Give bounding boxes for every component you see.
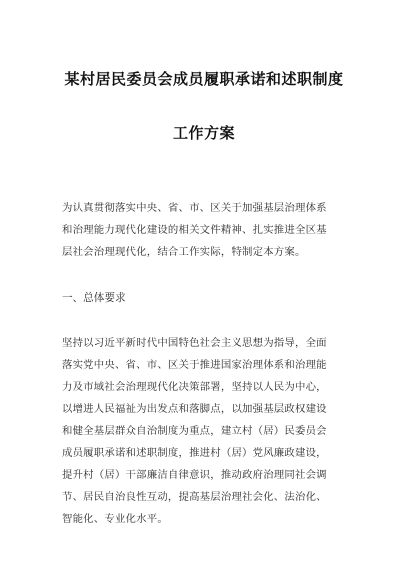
section-heading-general-requirements: 一、总体要求 <box>62 292 126 304</box>
section1-line-5: 和健全基层群众自治制度为重点，建立村（居）民委员会 <box>62 425 327 437</box>
section1-line-9: 智能化、专业化水平。 <box>62 513 168 525</box>
section1-line-4: 以增进人民福祉为出发点和落脚点，以加强基层政权建设 <box>62 403 327 415</box>
section1-line-7: 提升村（居）干部廉洁自律意识，推动政府治理同社会调 <box>62 469 327 481</box>
intro-line-1: 为认真贯彻落实中央、省、市、区关于加强基层治理体系 <box>62 202 327 214</box>
section1-line-2: 落实党中央、省、市、区关于推进国家治理体系和治理能 <box>62 359 327 371</box>
intro-line-3: 层社会治理现代化，结合工作实际，特制定本方案。 <box>62 246 306 258</box>
section1-line-3: 力及市域社会治理现代化决策部署，坚持以人民为中心， <box>62 381 327 393</box>
document-title-line-1: 某村居民委员会成员履职承诺和述职制度 <box>64 70 344 88</box>
section1-line-1: 坚持以习近平新时代中国特色社会主义思想为指导，全面 <box>62 337 327 349</box>
section1-line-8: 节、居民自治良性互动，提高基层治理社会化、法治化、 <box>62 491 327 503</box>
intro-line-2: 和治理能力现代化建设的相关文件精神、扎实推进全区基 <box>62 224 327 236</box>
document-title-line-2: 工作方案 <box>172 124 235 142</box>
section1-line-6: 成员履职承诺和述职制度，推进村（居）党风廉政建设， <box>62 447 327 459</box>
